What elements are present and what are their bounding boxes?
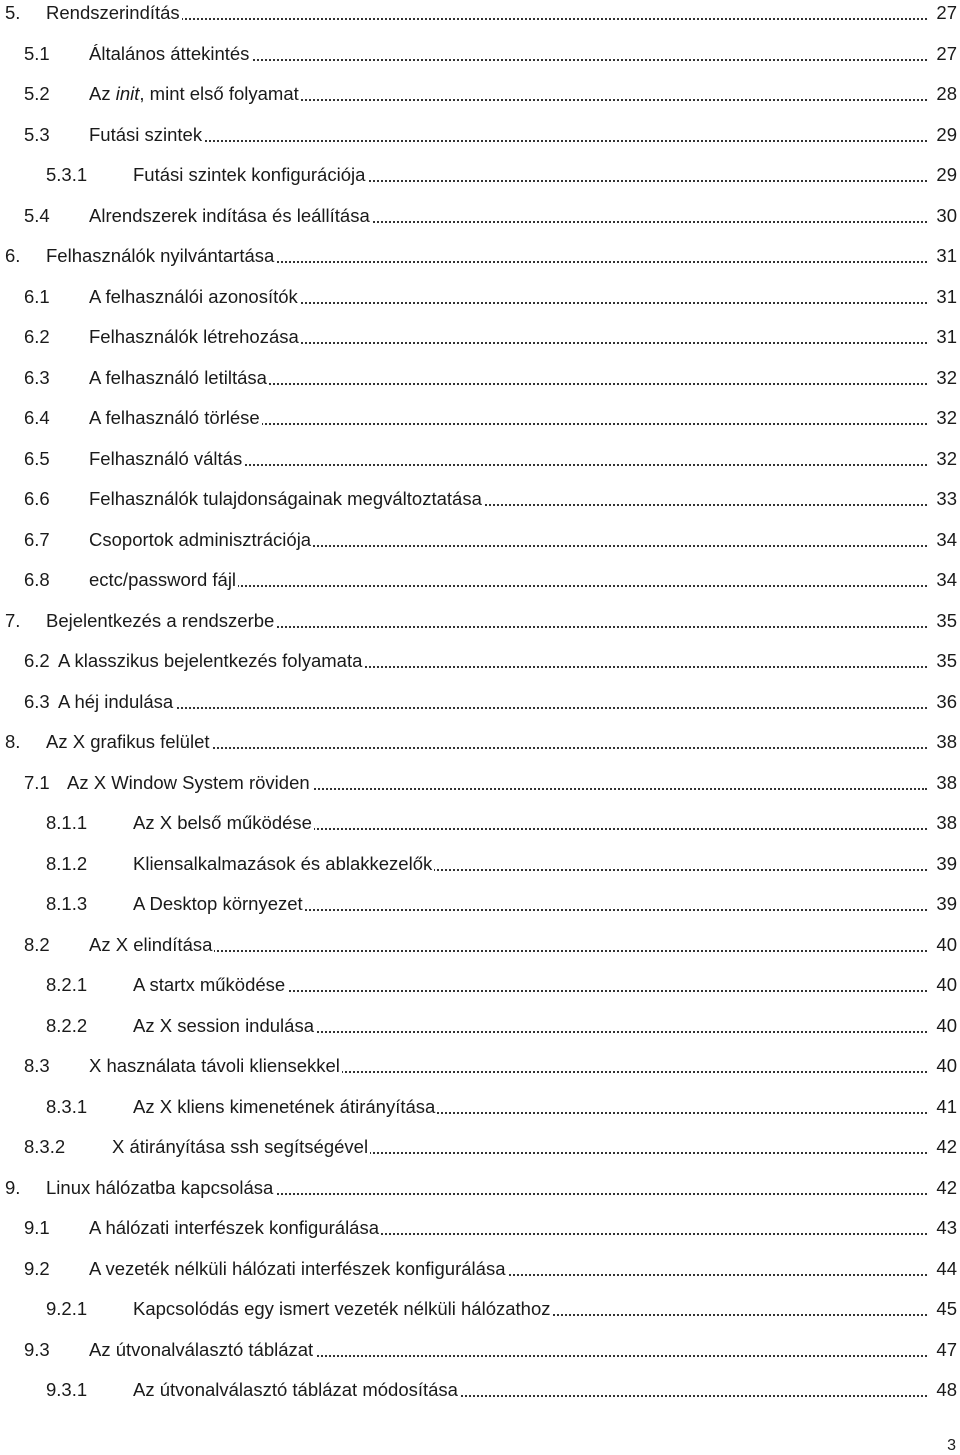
toc-entry[interactable] [0,689,957,717]
toc-entry-number: 6.8 [24,569,50,590]
toc-entry-number: 6.4 [24,407,50,428]
toc-entry-title: Az X elindítása [89,933,213,955]
toc-entry-number: 8.1.3 [46,893,88,914]
toc-entry-title: A startx működése [133,974,286,995]
toc-entry-title: A felhasználó törlése [89,407,260,428]
toc-entry-number: 6. [5,245,21,266]
toc-entry-number: 5. [5,2,21,23]
toc-entry-page: 32 [933,407,957,429]
toc-entry-page: 28 [933,83,957,105]
toc-entry-number: 8.3 [24,1055,50,1076]
toc-entry-number: 5.4 [24,204,50,226]
toc-entry-page: 30 [933,205,957,227]
toc-entry[interactable] [0,365,957,393]
toc-entry-page: 47 [933,1339,957,1361]
toc-entry-title: X átirányítása ssh segítségével [112,1136,369,1157]
toc-entry-page: 42 [933,1136,957,1158]
toc-entry-title: Felhasználók nyilvántartása [46,245,275,266]
toc-entry-page: 38 [933,731,957,753]
toc-entry[interactable] [0,770,957,798]
toc-entry-number: 8.1.1 [46,812,88,833]
page-number: 3 [947,1437,956,1454]
toc-entry-title: Az X belső működése [133,812,312,833]
toc-entry-page: 27 [933,2,957,24]
toc-entry-page: 39 [933,853,957,875]
toc-entry[interactable] [0,567,957,595]
toc-entry-number: 9.3 [24,1338,50,1360]
toc-entry-title: Általános áttekintés [89,42,250,64]
toc-entry-number: 6.5 [24,447,50,469]
toc-entry-page: 33 [933,488,957,510]
toc-entry-page: 35 [933,650,957,672]
toc-entry[interactable] [0,810,957,838]
toc-entry[interactable] [0,446,957,474]
toc-entry[interactable] [0,1175,957,1203]
toc-entry-title: Futási szintek [89,123,203,145]
toc-entry-number: 6.1 [24,285,50,307]
toc-entry-page: 39 [933,893,957,915]
toc-entry-title: Linux hálózatba kapcsolása [46,1176,274,1198]
toc-entry-page: 36 [933,691,957,713]
toc-entry-title: Az X session indulása [133,1014,314,1036]
toc-entry-page: 34 [933,529,957,551]
toc-entry-number: 5.3 [24,123,50,145]
toc-entry-page: 40 [933,974,957,996]
toc-entry-page: 34 [933,569,957,591]
toc-entry[interactable] [0,284,957,312]
toc-entry-page: 27 [933,43,957,65]
toc-entry-title: Rendszerindítás [46,2,180,23]
toc-entry-page: 48 [933,1379,957,1401]
toc-entry-title: Az útvonalválasztó táblázat módosítása [133,1379,458,1400]
toc-entry-page: 42 [933,1177,957,1199]
toc-entry-page: 38 [933,772,957,794]
toc-entry[interactable] [0,972,957,1000]
toc-entry-number: 8. [5,731,21,752]
toc-entry-number: 5.2 [24,83,50,104]
toc-entry[interactable] [0,1053,957,1081]
toc-entry[interactable] [0,1013,957,1041]
toc-entry-number: 5.1 [24,42,50,64]
toc-entry-number: 9.3.1 [46,1379,88,1400]
toc-entry-title-part: Az [89,83,116,104]
toc-entry-number: 6.2 [24,326,50,347]
toc-entry-page: 31 [933,286,957,308]
toc-entry-page: 29 [933,124,957,146]
toc-entry-number: 9. [5,1176,21,1198]
toc-entry-title: Alrendszerek indítása és leállítása [89,204,370,226]
toc-entry-number: 9.2.1 [46,1298,88,1319]
toc-entry-page: 38 [933,812,957,834]
toc-entry-number: 8.2.2 [46,1014,88,1036]
toc-entry-title: Bejelentkezés a rendszerbe [46,609,275,631]
toc-entry[interactable] [0,1215,957,1243]
toc-entry-number: 6.3 [24,690,50,712]
toc-entry[interactable] [0,486,957,514]
toc-leader-dots [89,950,927,952]
toc-entry-number: 6.3 [24,366,50,388]
toc-entry-title: Felhasználó váltás [89,447,243,469]
toc-entry[interactable] [0,729,957,757]
toc-entry-title: Felhasználók létrehozása [89,326,299,347]
toc-entry-number: 8.2 [24,933,50,955]
toc-entry-page: 44 [933,1258,957,1280]
toc-entry-title-part: , mint első folyamat [139,83,299,104]
toc-entry-title: Kliensalkalmazások és ablakkezelők [133,852,433,874]
toc-entry-number: 8.2.1 [46,974,88,995]
toc-entry[interactable] [0,1337,957,1365]
toc-entry-page: 29 [933,164,957,186]
toc-entry-title: A felhasználó letiltása [89,366,267,388]
toc-entry[interactable] [0,41,957,69]
toc-entry-page: 40 [933,1015,957,1037]
toc-entry-title-part: init [115,83,140,104]
toc-entry-page: 45 [933,1298,957,1320]
toc-entry[interactable] [0,243,957,271]
toc-entry-title [89,83,301,105]
toc-entry-number: 9.1 [24,1217,50,1238]
toc-entry[interactable] [0,1296,957,1324]
toc-entry-number: 9.2 [24,1257,50,1279]
toc-entry-title: Felhasználók tulajdonságainak megváltoztatása [89,488,482,509]
toc-entry-page: 31 [933,326,957,348]
toc-entry-page: 32 [933,367,957,389]
toc-entry-title: Futási szintek konfigurációja [133,164,366,185]
toc-entry-number: 8.1.2 [46,852,88,874]
toc-entry[interactable] [0,324,957,352]
toc-entry-number: 7. [5,609,21,631]
toc-entry-number: 6.7 [24,528,50,550]
toc-entry-title: A klasszikus bejelentkezés folyamata [58,650,363,671]
toc-entry[interactable] [0,162,957,190]
toc-entry-page: 35 [933,610,957,632]
toc-entry-title: Az X kliens kimenetének átirányítása [133,1095,436,1117]
toc-entry-page: 41 [933,1096,957,1118]
toc-entry[interactable] [0,527,957,555]
toc-entry[interactable] [0,0,957,28]
toc-entry[interactable] [0,851,957,879]
toc-leader-dots [58,707,927,709]
toc-entry[interactable] [0,1134,957,1162]
toc-entry-number: 6.6 [24,488,50,509]
toc-entry[interactable] [0,81,957,109]
toc-entry-title: ectc/password fájl [89,569,237,590]
toc-entry-title: Csoportok adminisztrációja [89,528,312,550]
toc-entry-number: 6.2 [24,650,50,671]
toc-entry-page: 43 [933,1217,957,1239]
toc-entry[interactable] [0,932,957,960]
toc-entry-number: 5.3.1 [46,164,88,185]
toc-entry-number: 7.1 [24,771,50,793]
toc-entry[interactable] [0,608,957,636]
toc-entry-page: 31 [933,245,957,267]
toc-entry-page: 40 [933,934,957,956]
toc-entry-page: 32 [933,448,957,470]
toc-entry-title: Kapcsolódás egy ismert vezeték nélküli hálózathoz [133,1298,551,1319]
toc-entry[interactable] [0,203,957,231]
toc-entry-title: Az útvonalválasztó táblázat [89,1338,314,1360]
toc-entry[interactable] [0,1094,957,1122]
toc-entry-number: 8.3.2 [24,1136,66,1157]
toc-entry[interactable] [0,1377,957,1405]
toc-entry-title: X használata távoli kliensekkel [89,1055,340,1076]
toc-leader-dots [89,140,927,142]
toc-entry-title: A vezeték nélküli hálózati interfészek konfigurálása [89,1257,506,1279]
toc-entry-title: A héj indulása [58,690,174,712]
toc-entry-title: Az X Window System röviden [67,771,310,793]
toc-entry-title: Az X grafikus felület [46,731,210,752]
toc-entry-number: 8.3.1 [46,1095,88,1117]
toc-entry-title: A Desktop környezet [133,893,303,914]
toc-entry[interactable] [0,122,957,150]
toc-entry[interactable] [0,405,957,433]
toc-entry-page: 40 [933,1055,957,1077]
toc-entry-title: A felhasználói azonosítók [89,285,298,307]
toc-entry[interactable] [0,891,957,919]
toc-entry-title: A hálózati interfészek konfigurálása [89,1217,380,1238]
toc-entry[interactable] [0,648,957,676]
toc-entry[interactable] [0,1256,957,1284]
